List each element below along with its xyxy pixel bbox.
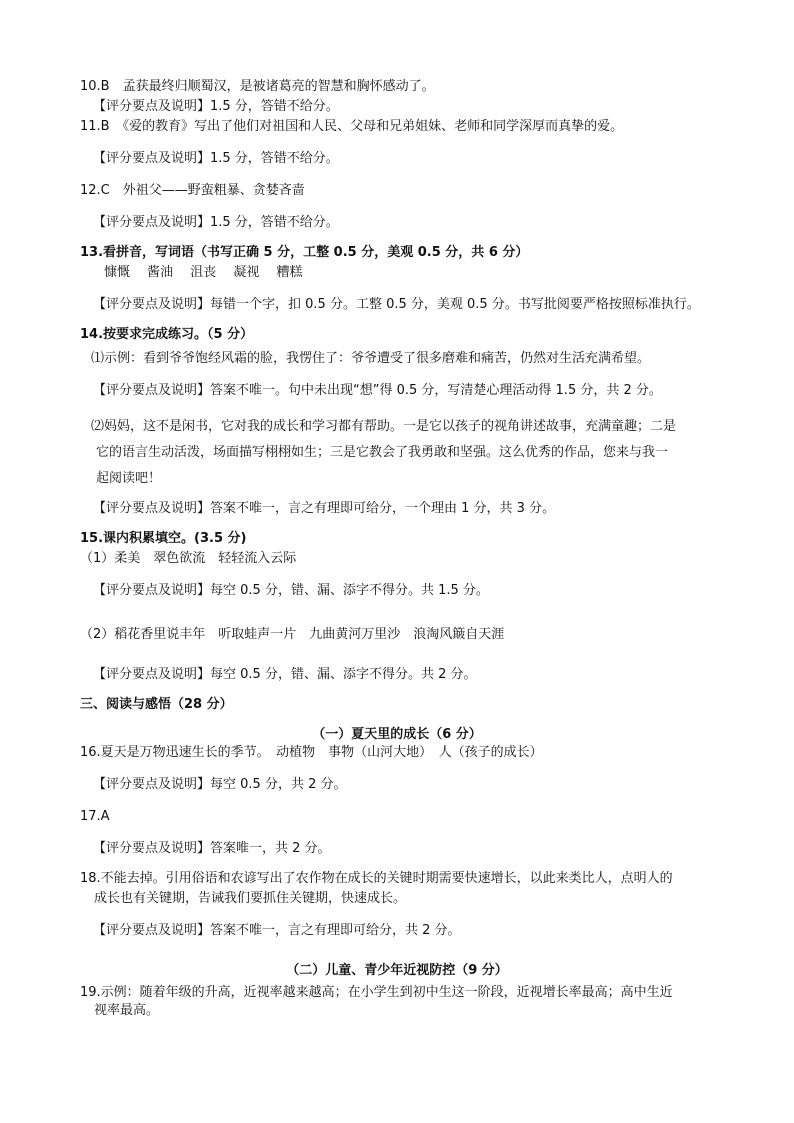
q10-answer: 10.B 孟获最终归顺蜀汉，是被诸葛亮的智慧和胸怀感动了。 — [80, 79, 435, 94]
q14-rubric2: 【评分要点及说明】答案不唯一，言之有理即可给分，一个理由 1 分，共 3 分。 — [93, 501, 556, 516]
q10-rubric: 【评分要点及说明】1.5 分，答错不给分。 — [93, 99, 339, 114]
q18-rubric: 【评分要点及说明】答案不唯一，言之有理即可给分，共 2 分。 — [93, 923, 461, 938]
q13-rubric: 【评分要点及说明】每错一个字，扣 0.5 分。工整 0.5 分，美观 0.5 分。书写批阅要严格按照标准执行。 — [93, 297, 700, 312]
q16-answer: 16.夏天是万物迅速生长的季节。 动植物 事物（山河大地） 人（孩子的成长） — [80, 745, 543, 760]
q11-rubric: 【评分要点及说明】1.5 分，答错不给分。 — [93, 151, 339, 166]
q13-title: 13.看拼音，写词语（书写正确 5 分，工整 0.5 分，美观 0.5 分，共 6 分） — [80, 245, 529, 260]
q14-part2-line1: ⑵妈妈，这不是闲书，它对我的成长和学习都有帮助。一是它以孩子的视角讲述故事，充满童趣；二是 — [91, 419, 677, 434]
q14-part2-line2: 它的语言生动活泼，场面描写栩栩如生；三是它教会了我勇敢和坚强。这么优秀的作品，您来与我一 — [96, 445, 669, 460]
q15-part2: （2）稻花香里说丰年 听取蛙声一片 九曲黄河万里沙 浪淘风簸自天涯 — [80, 627, 505, 642]
q18-answer-line2: 成长也有关键期，告诫我们要抓住关键期，快速成长。 — [94, 891, 407, 906]
q14-title: 14.按要求完成练习。（5 分） — [80, 327, 254, 342]
section3-title: 三、阅读与感悟（28 分） — [80, 697, 233, 712]
q12-answer: 12.C 外祖父——野蛮粗暴、贪婪吝啬 — [80, 183, 305, 198]
q19-answer-line2: 视率最高。 — [94, 1003, 160, 1018]
section3-subtitle-1: （一）夏天里的成长（6 分） — [312, 727, 482, 742]
q18-answer-line1: 18.不能去掉。引用俗语和农谚写出了农作物在成长的关键时期需要快速增长，以此来类比人，点明人的 — [80, 871, 673, 886]
q17-answer: 17.A — [80, 809, 110, 824]
q19-answer-line1: 19.示例：随着年级的升高，近视率越来越高；在小学生到初中生这一阶段，近视增长率最高；高中生近 — [80, 985, 673, 1000]
q15-part1: （1）柔美 翠色欲流 轻轻流入云际 — [80, 551, 297, 566]
q17-rubric: 【评分要点及说明】答案唯一，共 2 分。 — [93, 841, 331, 856]
q12-rubric: 【评分要点及说明】1.5 分，答错不给分。 — [93, 215, 339, 230]
section3-subtitle-2: （二）儿童、青少年近视防控（9 分） — [286, 963, 508, 978]
q14-part1: ⑴示例：看到爷爷饱经风霜的脸，我愣住了：爷爷遭受了很多磨难和痛苦，仍然对生活充满希望。 — [91, 351, 651, 366]
q15-rubric2: 【评分要点及说明】每空 0.5 分，错、漏、添字不得分。共 2 分。 — [93, 667, 477, 682]
q11-answer: 11.B 《爱的教育》写出了他们对祖国和人民、父母和兄弟姐妹、老师和同学深厚而真挚的爱。 — [80, 119, 624, 134]
q14-rubric1: 【评分要点及说明】答案不唯一。句中未出现“想”得 0.5 分，写清楚心理活动得 1.5 分，共 2 分。 — [93, 383, 662, 398]
q15-rubric1: 【评分要点及说明】每空 0.5 分，错、漏、添字不得分。共 1.5 分。 — [93, 583, 489, 598]
q14-part2-line3: 起阅读吧！ — [96, 471, 162, 486]
q13-words: 慷慨 酱油 沮丧 凝视 糟糕 — [104, 265, 303, 280]
q15-title: 15.课内积累填空。(3.5 分) — [80, 531, 247, 546]
q16-rubric: 【评分要点及说明】每空 0.5 分，共 2 分。 — [93, 777, 347, 792]
